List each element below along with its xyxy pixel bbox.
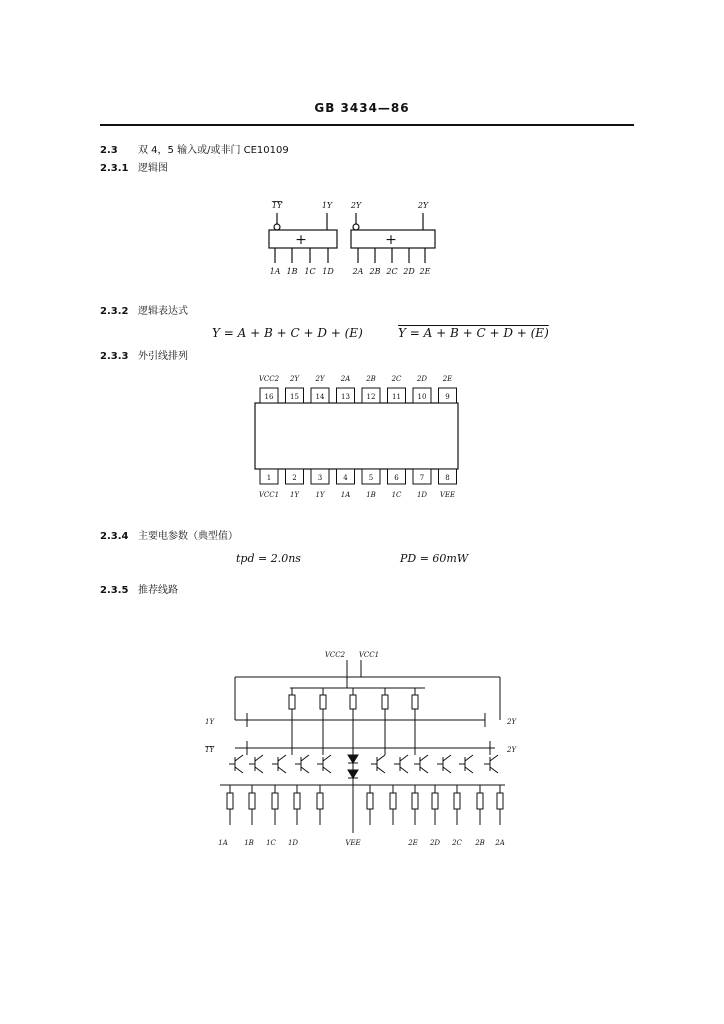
input-label: 2A — [352, 267, 364, 276]
section-title: 推荐线路 — [138, 585, 178, 596]
output-label-1y: 1Y — [205, 718, 215, 726]
resistor — [272, 793, 278, 809]
pin-label: 1C — [391, 491, 402, 499]
pin-number: 14 — [315, 393, 325, 401]
input-label: 1B — [286, 267, 298, 276]
section-number: 2.3.4 — [100, 531, 129, 542]
logic-expression: Y = A + B + C + D + (E) — [212, 326, 363, 340]
circuit-input-labels — [218, 839, 505, 847]
transistor-lead — [235, 755, 243, 761]
section-number: 2.3.3 — [100, 351, 129, 362]
gate2-output-label: 2Y — [417, 201, 429, 210]
section-2-3-4 — [100, 527, 238, 542]
section-2-3-2 — [100, 302, 188, 317]
circuit-input-label: 1C — [266, 839, 276, 847]
logic-expression-inverted: Y = A + B + C + D + (E) — [398, 326, 549, 340]
input-label: 1A — [269, 267, 281, 276]
gate1-output-label: 1Y — [321, 201, 333, 210]
resistor — [294, 793, 300, 809]
resistor — [412, 793, 418, 809]
pin-label: 2E — [442, 375, 453, 383]
pin-number: 12 — [366, 393, 376, 401]
output-label-1y-bar: 1Y — [205, 746, 215, 754]
bottom-pins — [259, 469, 457, 499]
output-label-2y-bar: 2Y — [507, 746, 517, 754]
circuit-input-label: 2B — [475, 839, 485, 847]
section-2-3 — [100, 141, 289, 156]
resistor — [382, 695, 388, 709]
gate1-symbol: + — [295, 232, 307, 248]
resistor — [477, 793, 483, 809]
param-pd: PD = 60mW — [400, 552, 469, 565]
pin-label: 1Y — [289, 491, 300, 499]
pin-label: 1D — [416, 491, 428, 499]
transistor-lead — [323, 755, 331, 761]
output-label-2y: 2Y — [507, 718, 517, 726]
inversion-bubble — [274, 224, 280, 230]
transistor-lead — [420, 755, 428, 761]
gate2-symbol: + — [385, 232, 397, 248]
pin-label: 2Y — [315, 375, 325, 383]
transistor-lead — [490, 767, 498, 773]
pin-number: 15 — [290, 393, 299, 401]
pin-number: 7 — [419, 474, 425, 482]
pin-number: 4 — [343, 474, 348, 482]
input-label: 2B — [369, 267, 381, 276]
pin-number: 8 — [445, 474, 450, 482]
pin-number: 5 — [368, 474, 374, 482]
transistor-lead — [278, 755, 286, 761]
pin-label: 2B — [366, 375, 376, 383]
input-label: 1D — [322, 267, 334, 276]
resistor — [497, 793, 503, 809]
transistor-lead — [400, 767, 408, 773]
pin-label: 1B — [366, 491, 376, 499]
resistor — [249, 793, 255, 809]
transistor-lead — [377, 767, 385, 773]
circuit-input-label: 2E — [408, 839, 418, 847]
circuit-schematic — [195, 645, 525, 855]
emitter-resistors — [227, 785, 503, 825]
logic-diagram — [255, 195, 455, 280]
section-number: 2.3.1 — [100, 163, 129, 174]
resistor — [432, 793, 438, 809]
circuit-input-label: VEE — [345, 839, 361, 847]
pin-label: 1Y — [315, 491, 325, 499]
pin-number: 6 — [394, 474, 399, 482]
pin-label: 2Y — [289, 375, 300, 383]
pin-label: 2A — [340, 375, 351, 383]
pin-number: 9 — [445, 393, 450, 401]
top-pins — [259, 375, 457, 403]
input-label: 2E — [419, 267, 431, 276]
pin-label: 1A — [340, 491, 351, 499]
pin-label: 2C — [391, 375, 402, 383]
circuit-input-label: 1B — [244, 839, 254, 847]
section-number: 2.3 — [100, 145, 118, 156]
transistor-lead — [443, 767, 451, 773]
input-label: 2C — [386, 267, 398, 276]
vcc2-label: VCC2 — [324, 651, 346, 659]
resistor — [289, 695, 295, 709]
resistor — [350, 695, 356, 709]
resistor — [317, 793, 323, 809]
param-tpd: tpd = 2.0ns — [236, 552, 301, 565]
transistor-array — [229, 755, 498, 773]
section-2-3-1 — [100, 159, 168, 174]
transistor-lead — [255, 755, 263, 761]
transistor-lead — [255, 767, 263, 773]
circuit-input-label: 2C — [452, 839, 462, 847]
transistor-lead — [235, 767, 243, 773]
inversion-bubble — [353, 224, 359, 230]
pin-label: VCC2 — [258, 375, 280, 383]
transistor-lead — [465, 767, 473, 773]
transistor-lead — [301, 767, 309, 773]
transistor-lead — [301, 755, 309, 761]
pin-number: 10 — [417, 393, 427, 401]
section-title: 逻辑表达式 — [138, 306, 188, 317]
pin-number: 13 — [341, 393, 350, 401]
header-rule — [100, 124, 634, 126]
input-label: 1C — [304, 267, 316, 276]
section-title: 主要电参数（典型值） — [138, 531, 238, 542]
pin-label: 2D — [416, 375, 428, 383]
page-header: GB 3434—86 — [314, 101, 410, 115]
transistor-lead — [443, 755, 451, 761]
pinout-diagram — [245, 368, 475, 503]
circuit-input-label: 2D — [429, 839, 441, 847]
section-number: 2.3.5 — [100, 585, 129, 596]
resistor — [390, 793, 396, 809]
pin-number: 11 — [392, 393, 401, 401]
vcc1-label: VCC1 — [358, 651, 380, 659]
section-2-3-3 — [100, 347, 188, 362]
gate1-inverted-output-label: 1Y — [271, 201, 283, 210]
pin-label: VCC1 — [258, 491, 280, 499]
resistor — [320, 695, 326, 709]
pin-number: 16 — [264, 393, 274, 401]
transistor-lead — [377, 755, 385, 761]
circuit-input-label: 2A — [495, 839, 505, 847]
section-number: 2.3.2 — [100, 306, 129, 317]
pin-number: 3 — [317, 474, 323, 482]
resistor — [227, 793, 233, 809]
circuit-input-label: 1A — [218, 839, 228, 847]
resistor — [454, 793, 460, 809]
pin-label: VEE — [439, 491, 456, 499]
resistor — [412, 695, 418, 709]
transistor-lead — [400, 755, 408, 761]
section-2-3-5 — [100, 581, 178, 596]
input-label: 2D — [403, 267, 415, 276]
pullup-resistors — [289, 688, 418, 755]
pin-number: 1 — [266, 474, 272, 482]
pin-number: 2 — [292, 474, 297, 482]
section-title: 逻辑图 — [138, 163, 168, 174]
ic-body — [255, 403, 458, 469]
section-title: 双 4，5 输入或/或非门 CE10109 — [138, 145, 289, 156]
gate2-inverted-output-label: 2Y — [350, 201, 362, 210]
transistor-lead — [323, 767, 331, 773]
transistor-lead — [278, 767, 286, 773]
section-title: 外引线排列 — [138, 351, 188, 362]
circuit-input-label: 1D — [287, 839, 299, 847]
transistor-lead — [465, 755, 473, 761]
transistor-lead — [420, 767, 428, 773]
transistor-lead — [490, 755, 498, 761]
resistor — [367, 793, 373, 809]
